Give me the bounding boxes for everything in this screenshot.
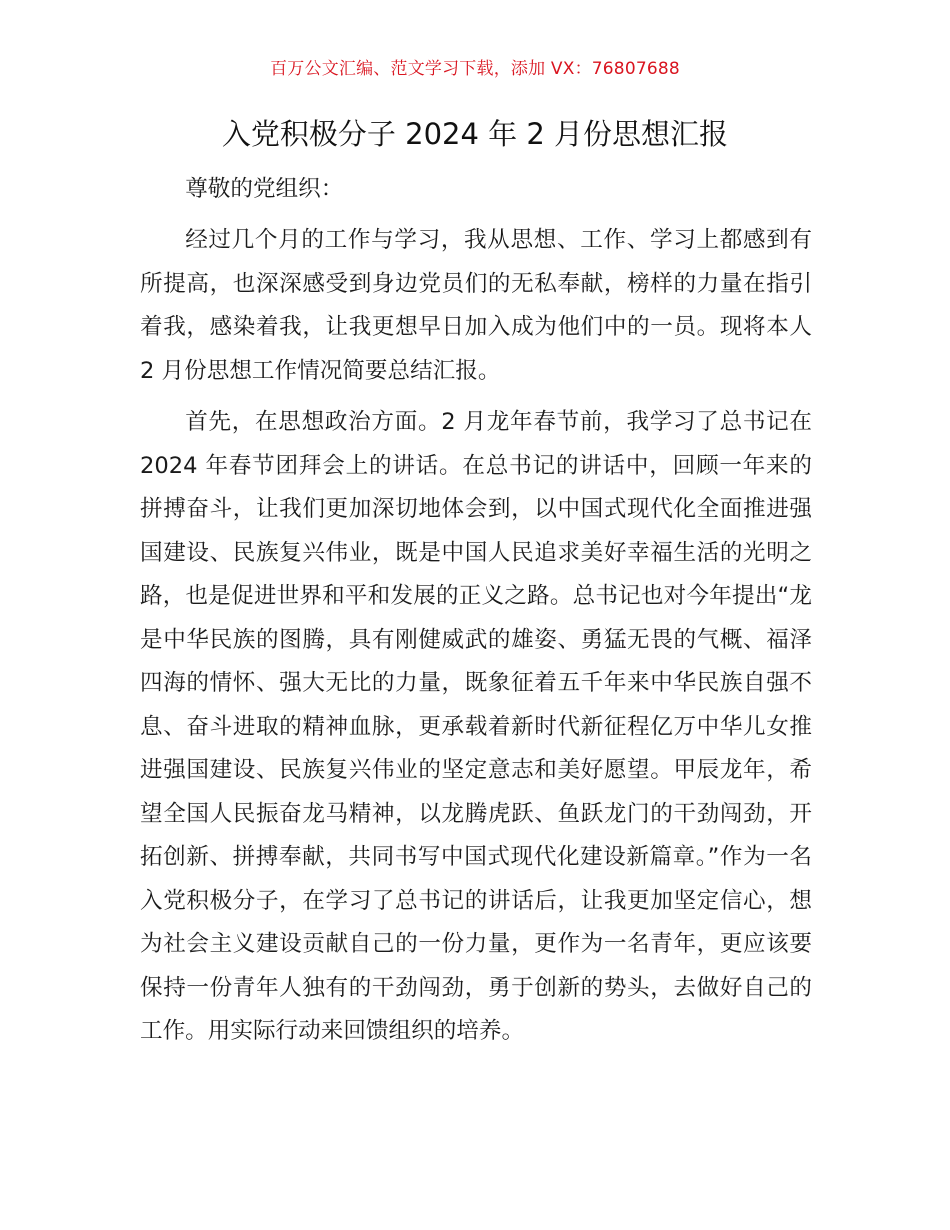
paragraph-political-thought: 首先，在思想政治方面。2 月龙年春节前，我学习了总书记在 2024 年春节团拜会上的讲话。在总书记的讲话中，回顾一年来的拼搏奋斗，让我们更加深切地体会到，以中国式现代化全面推进强国建设、民族复兴伟业，既是中国人民追求美好幸福生活的光明之路，也是促进世界和平和发展的正义之路。总书记也对今年提出“龙是中华民族的图腾，具有刚健威武的雄姿、勇猛无畏的气概、福泽四海的情怀、强大无比的力量，既象征着五千年来中华民族自强不息、奋斗进取的精神血脉，更承载着新时代新征程亿万中华儿女推进强国建设、民族复兴伟业的坚定意志和美好愿望。甲辰龙年，希望全国人民振奋龙马精神，以龙腾虎跃、鱼跃龙门的干劲闯劲，开拓创新、拼搏奉献，共同书写中国式现代化建设新篇章。”作为一名入党积极分子，在学习了总书记的讲话后，让我更加坚定信心，想为社会主义建设贡献自己的一份力量，更作为一名青年，更应该要保持一份青年人独有的干劲闯劲，勇于创新的势头，去做好自己的工作。用实际行动来回馈组织的培养。 [140,409,812,1044]
salutation: 尊敬的党组织： [185,176,344,202]
document-body [140,168,812,1062]
paragraph-intro: 经过几个月的工作与学习，我从思想、工作、学习上都感到有所提高，也深深感受到身边党员们的无私奉献，榜样的力量在指引着我，感染着我，让我更想早日加入成为他们中的一员。现将本人 2 月份思想工作情况简要总结汇报。 [140,227,812,384]
document-title: 入党积极分子 2024 年 2 月份思想汇报 [221,117,729,151]
promo-header: 百万公文汇编、范文学习下载，添加 VX：76807688 [270,59,680,79]
